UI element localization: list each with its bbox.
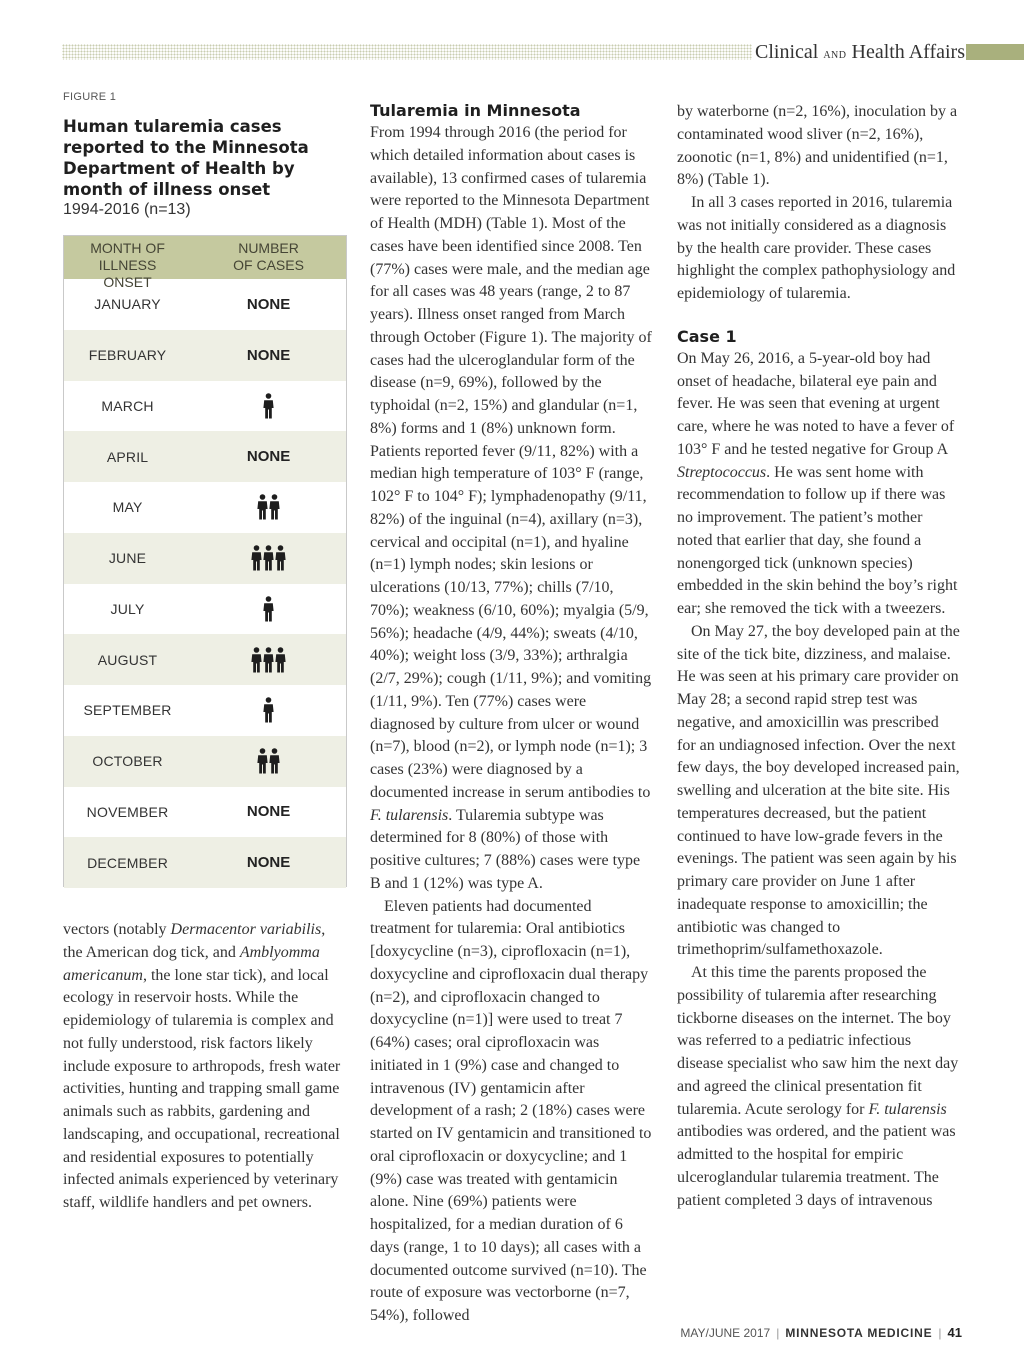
paragraph: In all 3 cases reported in 2016, tularemia was not initially considered as a diagnosis by the health care provider. These cases highlight the complex pathophysiology and epidemiology of tularemia.	[677, 194, 956, 302]
case-count	[191, 596, 346, 622]
table-header	[64, 236, 346, 290]
month-column-header: MONTH OF ILLNESS ONSET	[90, 240, 165, 290]
month-label: JANUARY	[94, 296, 161, 313]
table-row	[64, 482, 346, 533]
figure-label: FIGURE 1	[63, 91, 117, 103]
page-number: 41	[947, 1325, 962, 1340]
person-icon	[263, 545, 274, 571]
case-count	[191, 545, 346, 571]
table-row	[64, 787, 346, 838]
person-icon	[263, 697, 274, 723]
magazine-name: MINNESOTA MEDICINE	[785, 1326, 933, 1340]
month-label: MAY	[112, 499, 143, 516]
issue-date: MAY/JUNE 2017	[680, 1326, 771, 1340]
column-3-text	[677, 101, 961, 1212]
person-icon	[251, 647, 262, 673]
table-row	[64, 584, 346, 635]
header-accent-bar	[966, 44, 1024, 60]
case-count: NONE	[246, 854, 291, 872]
page-footer: MAY/JUNE 2017 | MINNESOTA MEDICINE | 41	[680, 1325, 962, 1340]
case-count	[191, 393, 346, 419]
month-label: APRIL	[106, 448, 149, 465]
case-count	[191, 748, 346, 774]
paragraph: At this time the parents proposed the possibility of tularemia after researching tickborne diseases on the internet. The boy was referred to a pediatric infectious disease specialist who saw him the next day and agreed the clinical presentation fit tularemia. Acute serology for F. tularensis antibodies was ordered, and the patient was admitted to the hospital for empiric ulceroglandular tularemia treatment. The patient completed 3 days of intravenous	[677, 964, 959, 1209]
case-count	[191, 494, 346, 520]
paragraph: Eleven patients had documented treatment for tularemia: Oral antibiotics [doxycycline (n=3), ciprofloxacin (n=1), doxycycline and ciprofloxacin dual therapy (n=2), and ciprofloxacin changed to doxycycline (n=1)] were used to treat 7 (64%) cases; oral ciprofloxacin was initiated in 1 (9%) case and changed to intravenous (IV) gentamicin after development of a rash; 2 (18%) cases were started on IV gentamicin and transitioned to oral ciprofloxacin or doxycycline; and 1 (9%) case was treated with gentamicin alone. Nine (69%) patients were hospitalized, for a median duration of 6 days (range, 1 to 10 days); all cases with a documented outcome survived (n=10). The route of exposure was vectorborne (n=7, 54%), followed	[370, 897, 652, 1324]
paragraph: On May 27, the boy developed pain at the site of the tick bite, dizziness, and malaise. He was seen at his primary care provider on May 28; a second rapid strep test was negative, and amoxicillin was prescribed for an undiagnosed infection. Over the next few days, the boy developed increased pain, swelling and ulceration at the bite site. His temperatures decreased, but the patient continued to have low-grade fevers in the evenings. The patient was seen again by his primary care provider on June 1 after inadequate response to amoxicillin; the antibiotic was changed to trimethoprim/sulfamethoxazole.	[677, 622, 960, 959]
person-icon	[263, 393, 274, 419]
paragraph: by waterborne (n=2, 16%), inoculation by a contaminated wood sliver (n=2, 16%), zoonotic (n=1, 8%) and unidentified (n=1, 8%) (Table 1).	[677, 103, 958, 189]
person-icon	[275, 647, 286, 673]
figure-subtitle: 1994-2016 (n=13)	[63, 201, 191, 218]
person-icon	[251, 545, 262, 571]
table-row	[64, 634, 346, 685]
section-heading: Tularemia in Minnesota	[370, 101, 581, 120]
person-icon	[257, 494, 268, 520]
table-row	[64, 533, 346, 584]
table-row	[64, 685, 346, 736]
section-title: Clinical AND Health Affairs	[755, 41, 965, 63]
count-column-header: NUMBER OF CASES	[233, 240, 304, 273]
month-label: FEBRUARY	[88, 347, 167, 364]
person-icon	[269, 748, 280, 774]
table-row	[64, 837, 346, 888]
column-2-text	[370, 100, 654, 1328]
header-dot-pattern	[62, 44, 752, 60]
table-row	[64, 431, 346, 482]
table-row	[64, 330, 346, 381]
table-row	[64, 736, 346, 787]
section-heading: Case 1	[677, 326, 737, 346]
month-label: DECEMBER	[87, 854, 169, 871]
paragraph: On May 26, 2016, a 5-year-old boy had onset of headache, bilateral eye pain and fever. He was seen that evening at urgent care, where he was noted to have a fever of 103° F and he tested negative for Group A Streptococcus. He was sent home with recommendation to follow up if there was no improvement. The patient’s mother noted that earlier that day, she found a nonengorged tick (unknown species) embedded in the skin behind the boy’s right ear; she removed the tick with a tweezers.	[677, 349, 958, 617]
paragraph: From 1994 through 2016 (the period for which detailed information about cases is available), 13 confirmed cases of tularemia were reported to the Minnesota Department of Health (MDH) (Table 1). Most of the cases have been identified since 2008. Ten (77%) cases were male, and the median age for all cases was 48 years (range, 2 to 87 years). Illness onset ranged from March through October (Figure 1). The majority of cases had the ulceroglandular form of the disease (n=9, 69%), followed by the typhoidal (n=2, 15%) and glandular (n=1, 8%) forms and 1 (8%) unknown form. Patients reported fever (9/11, 82%) with a median high temperature of 103° F (range, 102° F to 104° F); lymphadenopathy (9/11, 82%) of the inguinal (n=4), axillary (n=3), cervical and occipital (n=1), and hyaline (n=1) lymph nodes; skin lesions or ulcerations (10/13, 77%); chills (7/10, 70%); weakness (6/10, 60%); myalgia (5/9, 56%); headache (4/9, 44%); sweats (4/10, 40%); weight loss (3/9, 33%); arthralgia (2/7, 29%); cough (1/11, 9%); and vomiting (1/11, 9%). Ten (77%) cases were diagnosed by culture from ulcer or wound (n=7), blood (n=2), or lymph node (n=1); 3 cases (23%) were diagnosed by a documented increase in serum antibodies to F. tularensis. Tularemia subtype was determined for 8 (80%) of those with positive cultures; 7 (88%) cases were type B and 1 (12%) was type A.	[370, 124, 652, 892]
table-body	[64, 279, 346, 888]
column-1-text	[63, 919, 347, 1215]
month-label: JUNE	[108, 550, 147, 567]
person-icon	[257, 748, 268, 774]
case-count: NONE	[246, 346, 291, 364]
paragraph: vectors (notably Dermacentor variabilis, the American dog tick, and Amblyomma americanum, the lone star tick), and local ecology in reservoir hosts. While the epidemiology of tularemia is complex and not fully understood, risk factors likely include exposure to arthropods, fresh water activities, hunting and trapping small game animals such as rabbits, gardening and landscaping, and occupational, recreational and residential exposures to potentially infected animals experienced by veterinary staff, wildlife handlers and pet owners.	[63, 921, 341, 1211]
cases-table	[63, 235, 347, 887]
case-count	[191, 647, 346, 673]
case-count	[191, 697, 346, 723]
month-label: MARCH	[101, 397, 154, 414]
month-label: NOVEMBER	[86, 803, 169, 820]
table-row	[64, 381, 346, 432]
case-count: NONE	[246, 295, 291, 313]
case-count: NONE	[246, 803, 291, 821]
person-icon	[275, 545, 286, 571]
case-count: NONE	[246, 448, 291, 466]
month-label: JULY	[110, 600, 145, 617]
month-label: SEPTEMBER	[83, 702, 172, 719]
person-icon	[269, 494, 280, 520]
month-label: OCTOBER	[92, 753, 163, 770]
person-icon	[263, 596, 274, 622]
person-icon	[263, 647, 274, 673]
figure-title: Human tularemia cases reported to the Minnesota Department of Health by month of illness onset	[63, 117, 309, 199]
month-label: AUGUST	[97, 651, 158, 668]
